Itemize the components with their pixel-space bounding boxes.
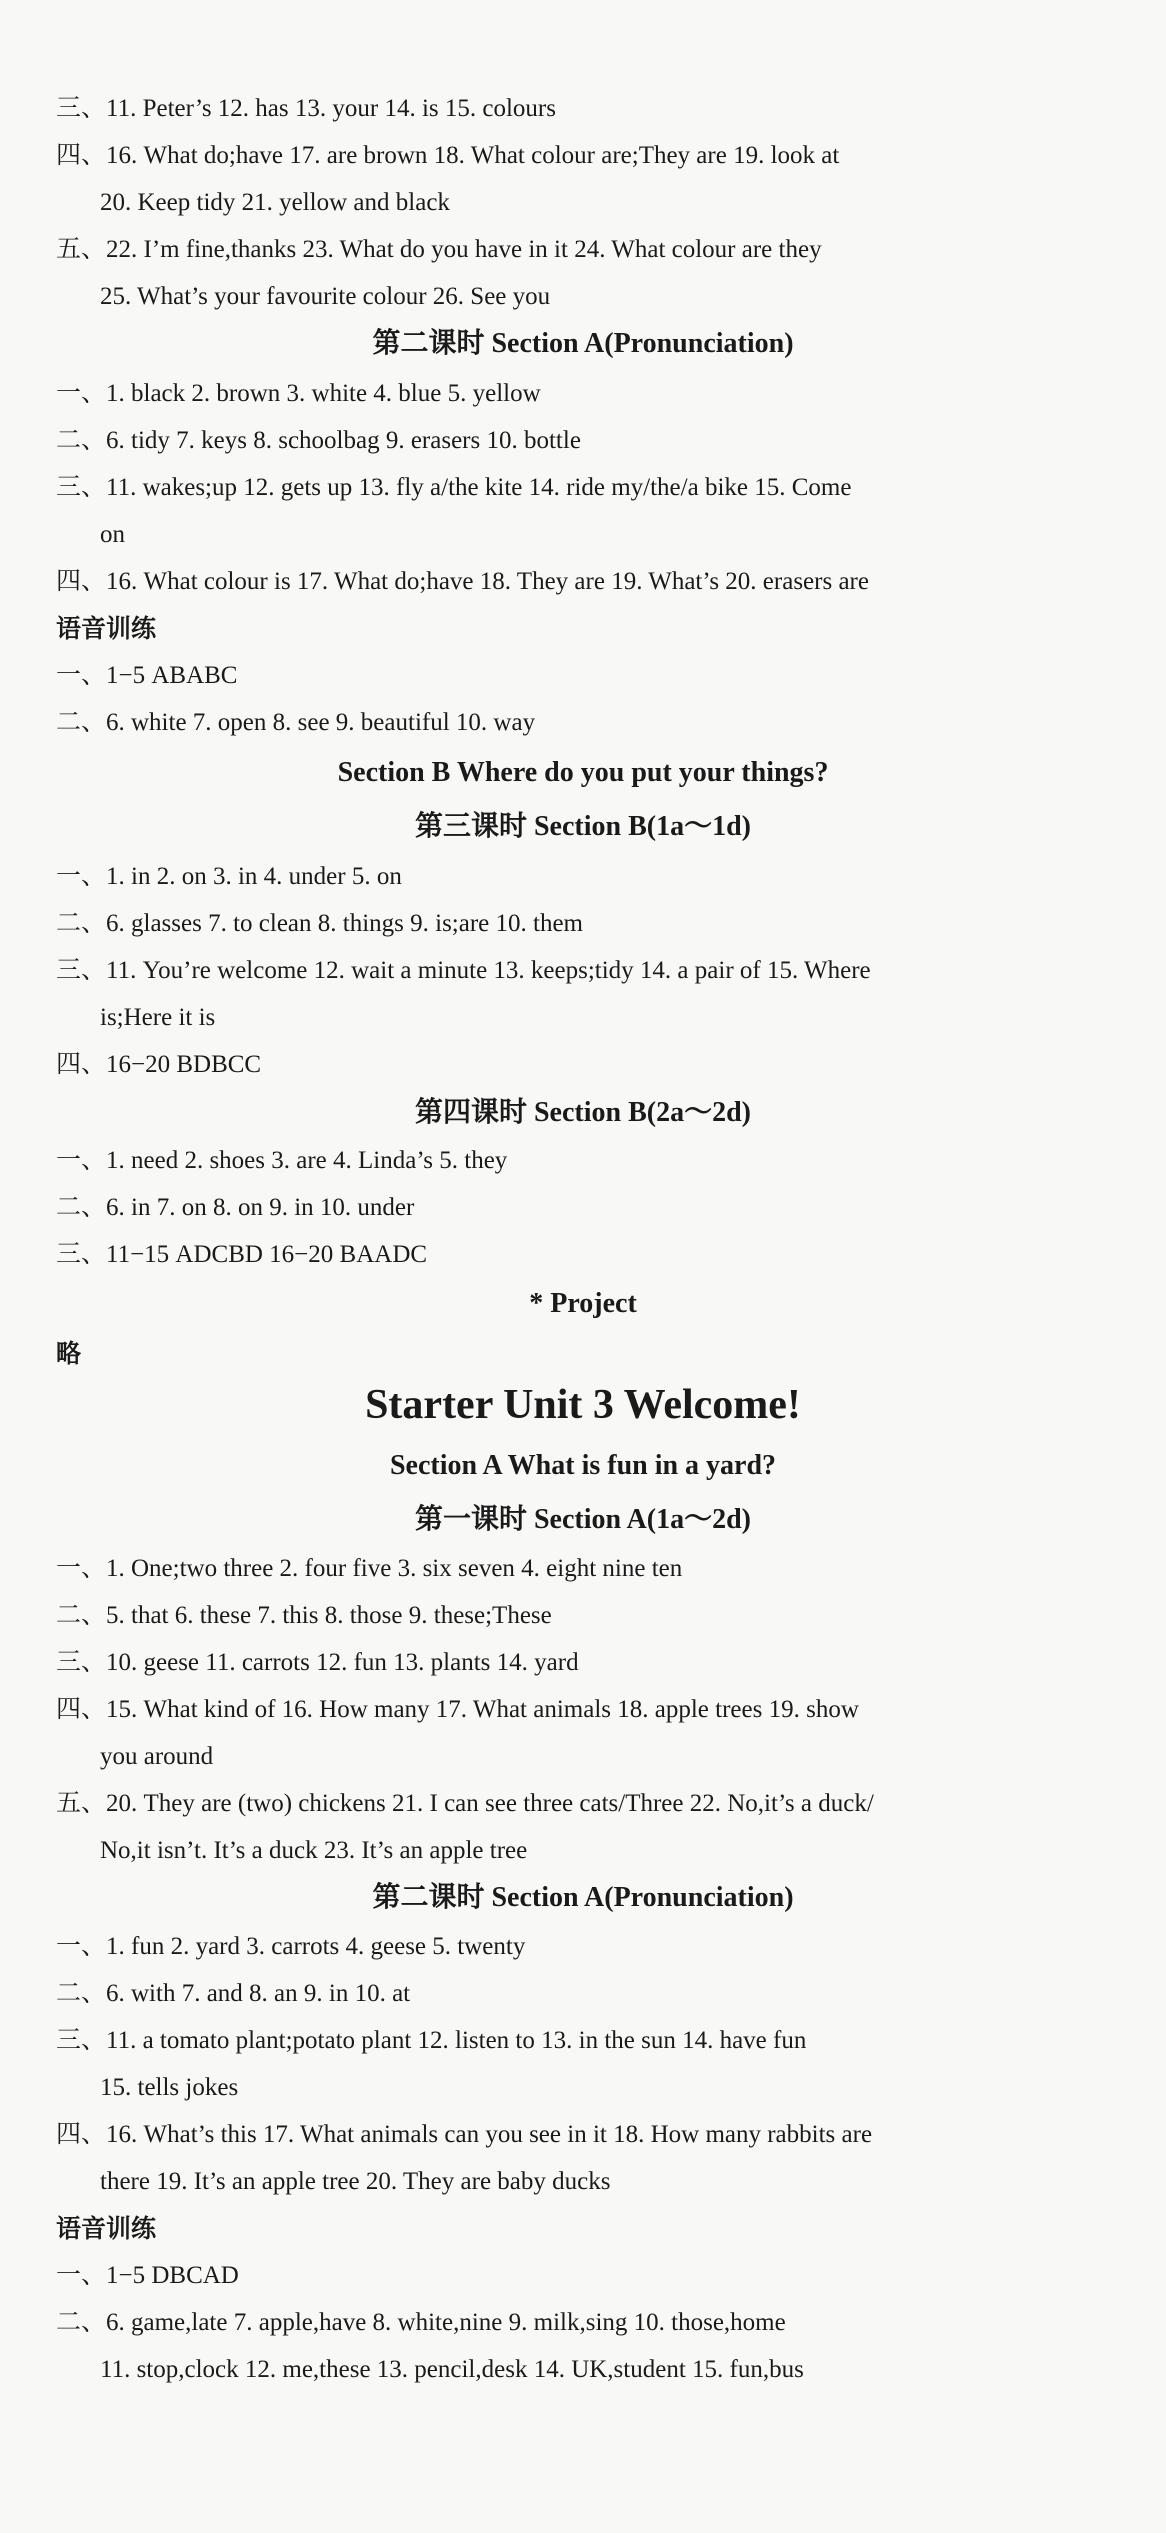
answer-line: 一、1. fun 2. yard 3. carrots 4. geese 5. twenty bbox=[56, 1933, 526, 1960]
answer-line: 二、5. that 6. these 7. this 8. those 9. these;These bbox=[56, 1602, 552, 1629]
lesson-heading: 第三课时 Section B(1a～1d) bbox=[414, 811, 751, 842]
answer-line: on bbox=[100, 521, 125, 548]
answer-line: 四、16. What do;have 17. are brown 18. What colour are;They are 19. look at bbox=[56, 142, 840, 169]
lesson-heading: 第一课时 Section A(1a～2d) bbox=[414, 1504, 751, 1535]
answer-line: 三、11. wakes;up 12. gets up 13. fly a/the kite 14. ride my/the/a bike 15. Come bbox=[56, 474, 852, 501]
answer-line: 一、1. black 2. brown 3. white 4. blue 5. yellow bbox=[56, 380, 541, 407]
answer-line: 一、1. in 2. on 3. in 4. under 5. on bbox=[56, 863, 402, 890]
answer-line: 三、10. geese 11. carrots 12. fun 13. plants 14. yard bbox=[56, 1649, 579, 1676]
section-heading: Section A What is fun in a yard? bbox=[389, 1450, 777, 1481]
answer-line: 二、6. white 7. open 8. see 9. beautiful 10. way bbox=[56, 709, 536, 736]
project-heading: * Project bbox=[529, 1288, 637, 1319]
lesson-heading: 第四课时 Section B(2a～2d) bbox=[414, 1097, 751, 1128]
answer-line: 三、11. a tomato plant;potato plant 12. listen to 13. in the sun 14. have fun bbox=[56, 2027, 807, 2054]
answer-line: 四、16. What colour is 17. What do;have 18. They are 19. What’s 20. erasers are bbox=[56, 568, 869, 595]
answer-line: 二、6. glasses 7. to clean 8. things 9. is;are 10. them bbox=[56, 910, 584, 937]
section-label: 语音训练 bbox=[56, 614, 157, 643]
answer-line: No,it isn’t. It’s a duck 23. It’s an apple tree bbox=[100, 1837, 528, 1864]
answer-line: 一、1. One;two three 2. four five 3. six seven 4. eight nine ten bbox=[56, 1555, 683, 1582]
answer-line: 五、22. I’m fine,thanks 23. What do you have in it 24. What colour are they bbox=[56, 236, 822, 263]
answer-line: 四、16−20 BDBCC bbox=[56, 1051, 262, 1078]
answer-line: 二、6. tidy 7. keys 8. schoolbag 9. erasers 10. bottle bbox=[56, 427, 581, 454]
answer-line: 三、11. You’re welcome 12. wait a minute 13. keeps;tidy 14. a pair of 15. Where bbox=[56, 957, 871, 984]
answer-line: 五、20. They are (two) chickens 21. I can see three cats/Three 22. No,it’s a duck/ bbox=[56, 1790, 874, 1817]
answer-line: 二、6. with 7. and 8. an 9. in 10. at bbox=[56, 1980, 411, 2007]
answer-line: there 19. It’s an apple tree 20. They are baby ducks bbox=[100, 2168, 611, 2195]
answer-line: 11. stop,clock 12. me,these 13. pencil,desk 14. UK,student 15. fun,bus bbox=[100, 2356, 804, 2383]
section-heading: Section B Where do you put your things? bbox=[337, 757, 829, 788]
answer-line: 三、11−15 ADCBD 16−20 BAADC bbox=[56, 1241, 428, 1268]
answer-line: 四、16. What’s this 17. What animals can you see in it 18. How many rabbits are bbox=[56, 2121, 873, 2148]
answer-line: 25. What’s your favourite colour 26. See you bbox=[100, 283, 551, 310]
answer-line: 20. Keep tidy 21. yellow and black bbox=[100, 189, 450, 216]
section-label: 略 bbox=[56, 1339, 82, 1368]
answer-line: 15. tells jokes bbox=[100, 2074, 239, 2101]
answer-line: 三、11. Peter’s 12. has 13. your 14. is 15. colours bbox=[56, 95, 556, 122]
answer-line: is;Here it is bbox=[100, 1004, 216, 1031]
answer-line: you around bbox=[100, 1743, 214, 1770]
lesson-heading: 第二课时 Section A(Pronunciation) bbox=[372, 1882, 794, 1913]
answer-line: 二、6. game,late 7. apple,have 8. white,nine 9. milk,sing 10. those,home bbox=[56, 2309, 786, 2336]
lesson-heading: 第二课时 Section A(Pronunciation) bbox=[372, 328, 794, 359]
answer-line: 二、6. in 7. on 8. on 9. in 10. under bbox=[56, 1194, 415, 1221]
answer-line: 一、1−5 DBCAD bbox=[56, 2262, 239, 2289]
section-label: 语音训练 bbox=[56, 2214, 157, 2243]
answer-line: 四、15. What kind of 16. How many 17. What animals 18. apple trees 19. show bbox=[56, 1696, 859, 1723]
unit-title: Starter Unit 3 Welcome! bbox=[365, 1382, 801, 1428]
answer-line: 一、1. need 2. shoes 3. are 4. Linda’s 5. they bbox=[56, 1147, 508, 1174]
answer-line: 一、1−5 ABABC bbox=[56, 662, 238, 689]
